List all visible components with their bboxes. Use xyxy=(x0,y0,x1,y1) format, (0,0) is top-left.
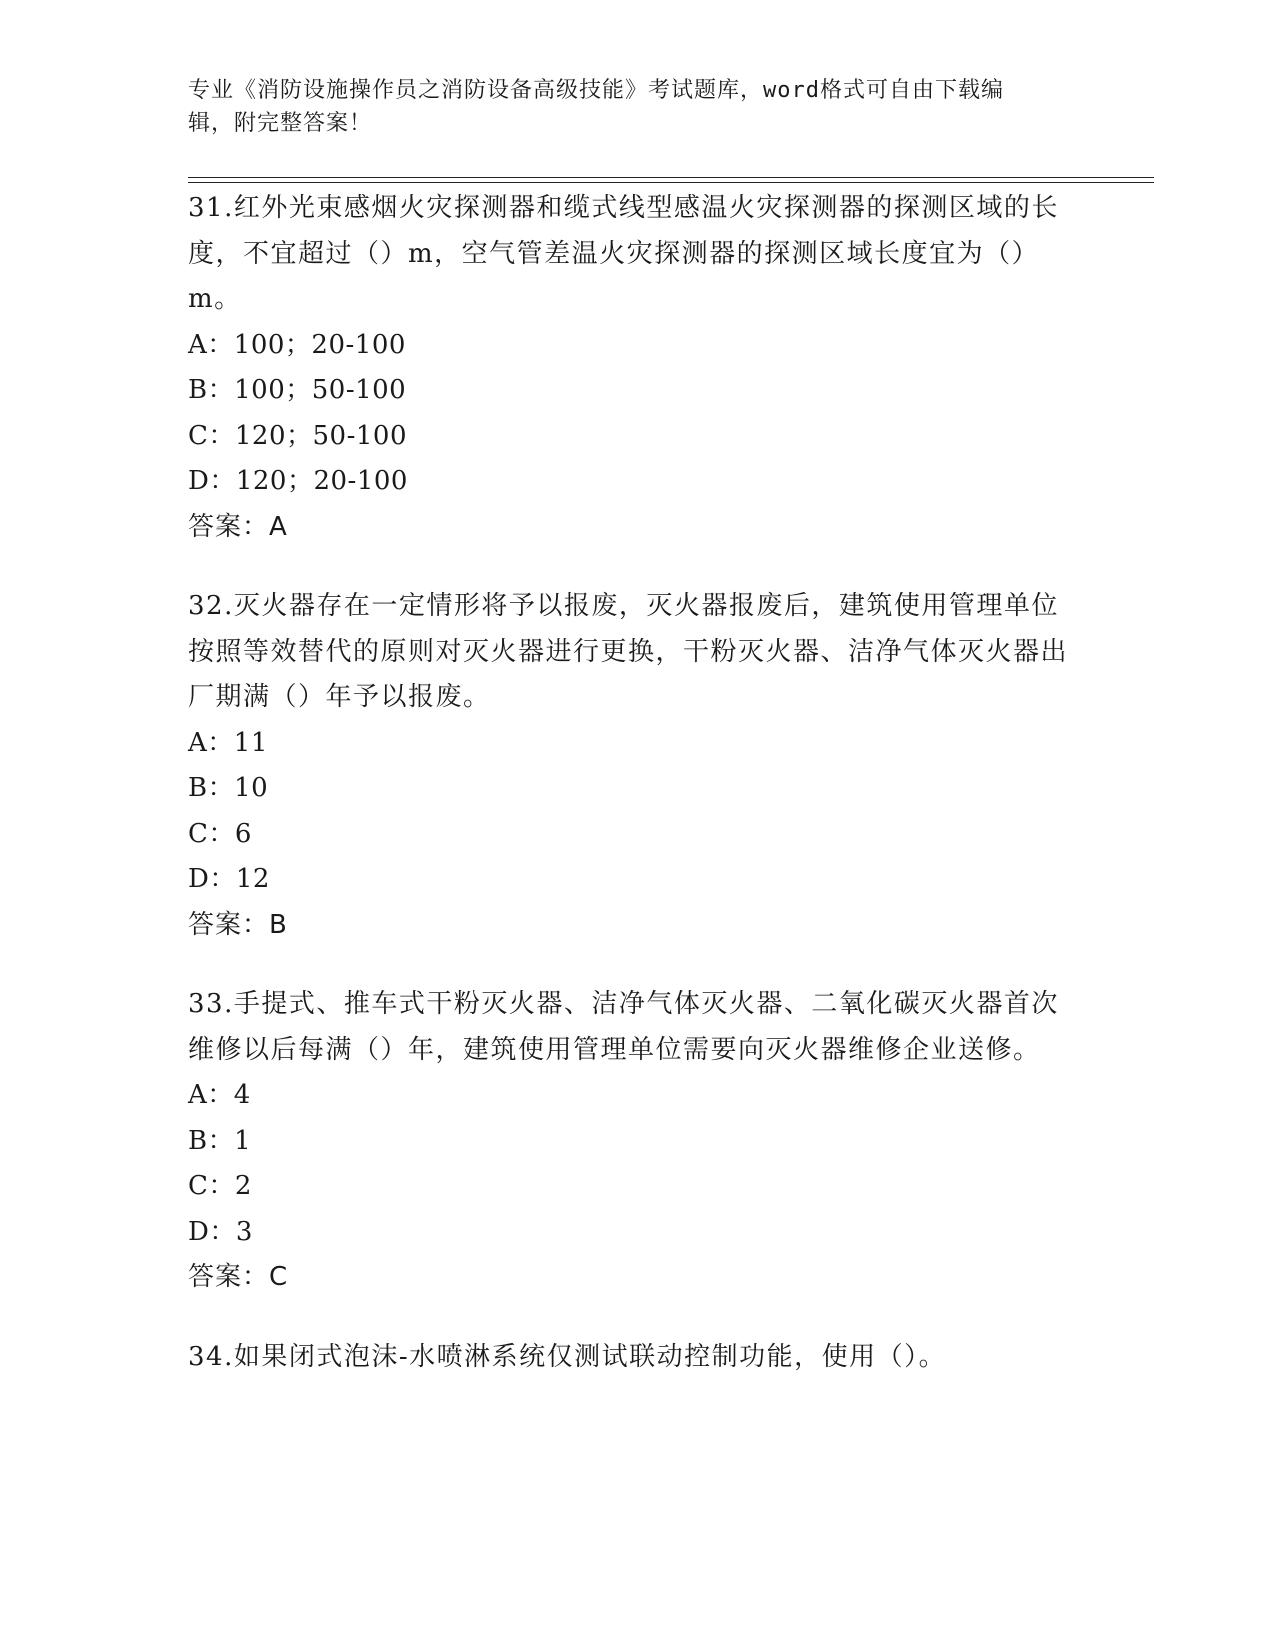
header-line-2: 辑，附完整答案！ xyxy=(188,111,373,136)
question-stem: 31.红外光束感烟火灾探测器和缆式线型感温火灾探测器的探测区域的长度，不宜超过（）m，空气管差温火灾探测器的探测区域长度宜为（）m。 xyxy=(188,193,1059,314)
document-header xyxy=(188,74,1068,140)
answer: 答案：C xyxy=(188,1262,289,1292)
option-c: C：6 xyxy=(188,818,252,849)
option-a: A：4 xyxy=(188,1080,251,1110)
option-d: D：12 xyxy=(188,864,270,894)
question-33 xyxy=(188,982,1088,1301)
question-stem: 32.灭火器存在一定情形将予以报废，灭火器报废后，建筑使用管理单位按照等效替代的原则对灭火器进行更换，干粉灭火器、洁净气体灭火器出厂期满（）年予以报废。 xyxy=(188,591,1069,712)
option-b: B：100；50-100 xyxy=(188,375,407,405)
question-stem: 33.手提式、推车式干粉灭火器、洁净气体灭火器、二氧化碳灭火器首次维修以后每满（）年，建筑使用管理单位需要向灭火器维修企业送修。 xyxy=(188,989,1059,1065)
option-d: D：120；20-100 xyxy=(188,466,408,496)
header-line-1: 专业《消防设施操作员之消防设备高级技能》考试题库，word格式可自由下载编 xyxy=(188,78,1004,103)
question-stem: 34.如果闭式泡沫-水喷淋系统仅测试联动控制功能，使用（）。 xyxy=(188,1341,947,1372)
question-31 xyxy=(188,186,1088,550)
answer: 答案：A xyxy=(188,511,288,542)
header-divider-top xyxy=(188,177,1154,178)
option-a: A：11 xyxy=(188,727,268,758)
question-34 xyxy=(188,1335,1088,1381)
option-b: B：10 xyxy=(188,773,269,803)
question-list xyxy=(188,186,1088,1414)
question-32 xyxy=(188,584,1088,948)
option-c: C：2 xyxy=(188,1171,252,1201)
option-b: B：1 xyxy=(188,1125,252,1156)
option-d: D：3 xyxy=(188,1216,253,1247)
answer: 答案：B xyxy=(188,909,288,940)
option-a: A：100；20-100 xyxy=(188,329,406,360)
option-c: C：120；50-100 xyxy=(188,420,408,451)
header-divider-bottom xyxy=(188,182,1154,183)
